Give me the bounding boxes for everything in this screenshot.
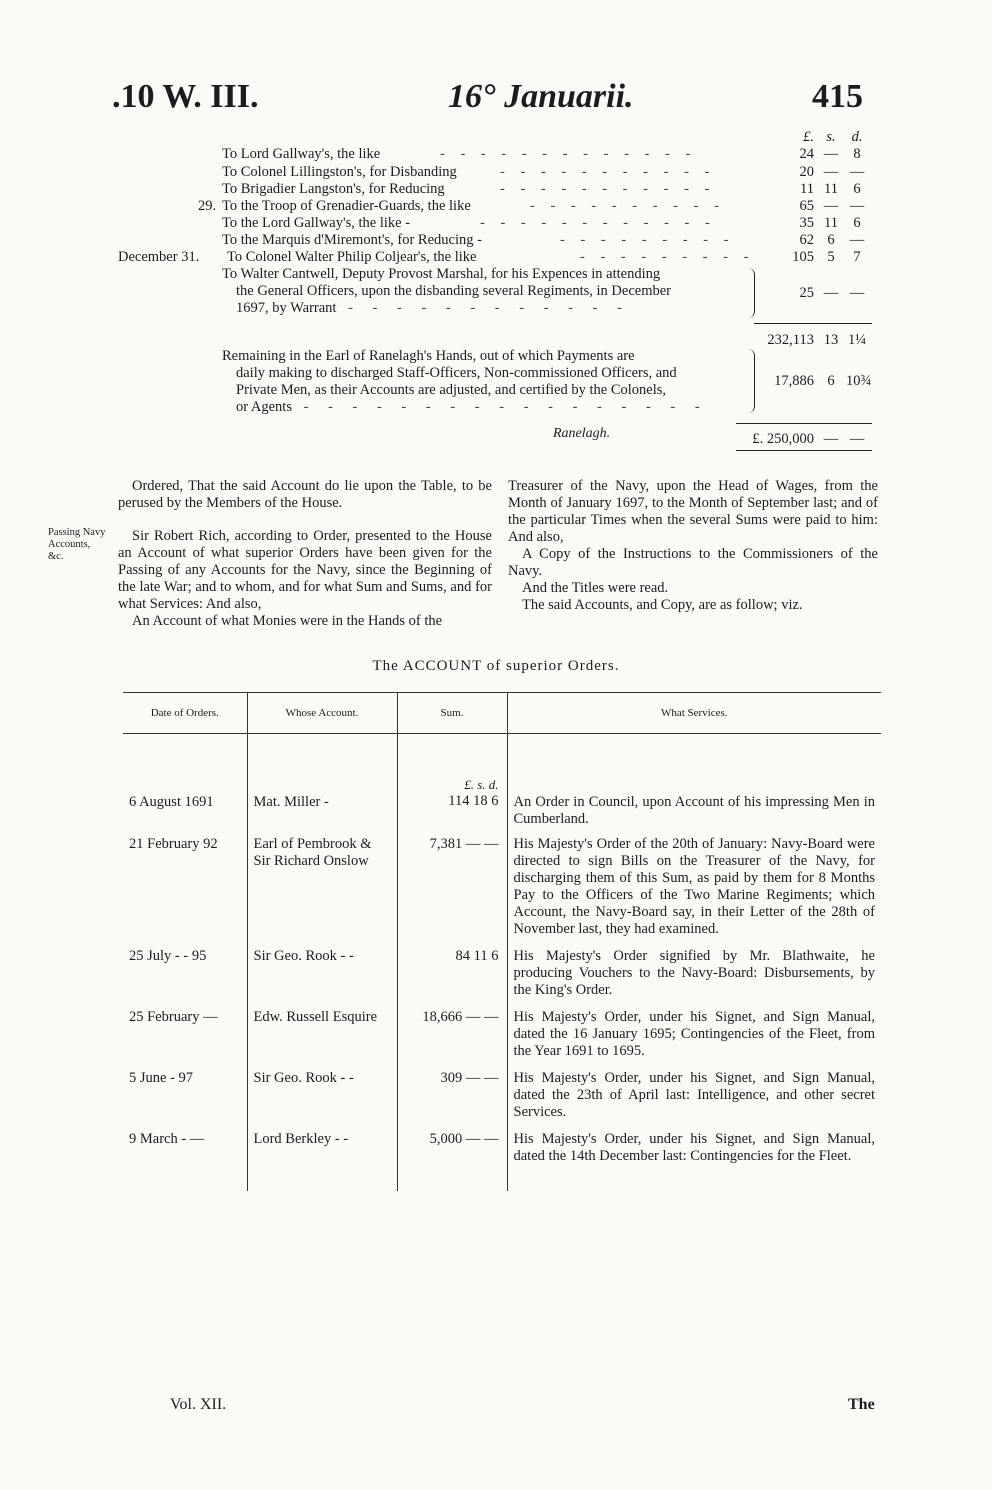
table-title: The ACCOUNT of superior Orders. <box>372 658 620 674</box>
entry-line: Remaining in the Earl of Ranelagh's Hands, out of which Payments are <box>222 348 635 364</box>
account-row: To the Lord Gallway's, the like - - - - - - - - - - - - - 35 11 6 <box>0 214 992 232</box>
account-row: December 31. To Colonel Walter Philip Coljear's, the like - - - - - - - - - 105 5 7 <box>0 248 992 266</box>
remaining-amount <box>0 372 992 390</box>
row-pence: 7 <box>853 249 861 265</box>
margin-note: Passing Navy Accounts, &c. <box>48 527 106 562</box>
remaining-shillings: 6 <box>827 373 835 389</box>
row-pounds: 24 <box>799 146 814 162</box>
row-pounds: 35 <box>799 215 814 231</box>
table-row <box>123 948 881 1009</box>
order-service: His Majesty's Order, under his Signet, and Sign Manual, dated the 23th of April last: Intelligence, and other secret Services. <box>507 1070 881 1131</box>
order-sum: 5,000 — — <box>397 1131 507 1191</box>
signature: Ranelagh. <box>553 426 611 441</box>
remaining-pounds: 17,886 <box>774 373 814 389</box>
account-row: To Colonel Lillingston's, for Disbanding - - - - - - - - - - - 20 — — <box>0 163 992 181</box>
order-whose: Edw. Russell Esquire <box>247 1009 397 1070</box>
order-service: His Majesty's Order, under his Signet, and Sign Manual, dated the 14th December last: Contingencies for the Fleet. <box>507 1131 881 1191</box>
order-date: 5 June - 97 <box>129 1070 194 1086</box>
row-pounds: 25 <box>799 285 814 301</box>
page-date-heading: 16° Januarii. <box>448 78 634 115</box>
header-date: Date of Orders. <box>123 693 247 734</box>
row-pence: 8 <box>853 146 861 162</box>
shillings-head: s. <box>826 129 836 145</box>
order-whose: Sir Geo. Rook - - <box>247 1070 397 1131</box>
subtotal-row <box>0 331 992 349</box>
total-pounds: £. 250,000 <box>752 431 814 447</box>
row-pounds: 20 <box>799 164 814 180</box>
left-paragraph: An Account of what Monies were in the Hands of the <box>132 613 443 629</box>
row-pence: — <box>849 198 865 214</box>
table-row <box>123 1009 881 1070</box>
account-row: To the Marquis d'Miremont's, for Reducing - - - - - - - - - - 62 6 — <box>0 231 992 249</box>
order-date: 9 March - — <box>129 1131 205 1147</box>
row-pounds: 65 <box>799 198 814 214</box>
order-date: 25 July - - 95 <box>129 948 207 964</box>
account-row: To Brigadier Langston's, for Reducing - - - - - - - - - - - 11 11 6 <box>0 180 992 198</box>
total-rule-bottom <box>736 450 872 451</box>
subtotal-pence: 1¼ <box>847 332 867 348</box>
page-number: 415 <box>812 78 863 115</box>
order-date: 25 February — <box>129 1009 218 1025</box>
total-rule-top <box>736 423 872 424</box>
row-pounds: 11 <box>800 181 814 197</box>
row-shillings: — <box>823 164 839 180</box>
right-paragraph: And the Titles were read. <box>522 580 669 596</box>
order-sum: 309 — — <box>397 1070 507 1131</box>
order-date: 21 February 92 <box>129 836 218 852</box>
account-row-text: To Colonel Lillingston's, for Disbanding <box>222 164 457 180</box>
row-shillings: 11 <box>824 181 838 197</box>
order-whose: Mat. Miller - <box>247 734 397 837</box>
row-shillings: — <box>823 198 839 214</box>
order-service: An Order in Council, upon Account of his impressing Men in Cumberland. <box>507 734 881 837</box>
order-service: His Majesty's Order signified by Mr. Blathwaite, he producing Vouchers to the Navy-Board: Disbursements, by the King's Order. <box>507 948 881 1009</box>
superior-orders-table <box>123 692 881 1191</box>
sum-units: £. s. d. <box>464 777 499 792</box>
row-pence: — <box>849 232 865 248</box>
order-sum: 18,666 — — <box>397 1009 507 1070</box>
order-service: His Majesty's Order, under his Signet, and Sign Manual, dated the 16 January 1695; Contingencies of the Fleet, from the Year 1691 to 1695. <box>507 1009 881 1070</box>
order-whose: Sir Geo. Rook - - <box>247 948 397 1009</box>
remaining-pence: 10¾ <box>846 373 872 389</box>
entry-line: the General Officers, upon the disbanding several Regiments, in December <box>236 283 671 299</box>
entry-line: or Agents - - - - - - - - - - - - - - - - - <box>236 399 708 415</box>
table-row <box>123 734 881 837</box>
row-pence: — <box>849 164 865 180</box>
left-paragraph: Ordered, That the said Account do lie upon the Table, to be perused by the Members of the House. <box>118 478 492 511</box>
pounds-head: £. <box>803 129 814 145</box>
order-date: 6 August 1691 <box>129 794 214 810</box>
account-row-text: To Colonel Walter Philip Coljear's, the like <box>227 249 477 265</box>
order-service: His Majesty's Order of the 20th of January: Navy-Board were directed to sign Bills on the Treasurer of the Navy, for discharging them of this Sum, as paid by them for 8 Months Pay to the Officers of the Two Marine Regiments; which Account, the Navy-Board say, in their Letter of the 28th of November last, they had examined. <box>507 836 881 948</box>
row-pounds: 62 <box>799 232 814 248</box>
left-paragraph: Sir Robert Rich, according to Order, presented to the House an Account of what superior Orders have been given for the Passing of any Accounts for the Navy, since the Beginning of the late War; and to whom, and for what Sum and Sums, and for what Services: And also, <box>118 528 492 612</box>
header-services: What Services. <box>507 693 881 734</box>
row-pence: 6 <box>853 181 861 197</box>
total-shillings: — <box>823 431 839 447</box>
right-paragraph: Treasurer of the Navy, upon the Head of Wages, from the Month of January 1697, to the Month of September last; and of the particular Times when the several Sums were paid to him: And also, <box>508 478 878 545</box>
right-paragraph: The said Accounts, and Copy, are as follow; viz. <box>522 597 803 613</box>
account-row-date: December 31. <box>118 249 200 265</box>
order-whose: Lord Berkley - - <box>247 1131 397 1191</box>
volume-footer: Vol. XII. <box>170 1396 227 1413</box>
account-row-text: To Brigadier Langston's, for Reducing <box>222 181 445 197</box>
table-header-row <box>123 693 881 734</box>
account-column-heads <box>0 128 992 146</box>
table-row <box>123 1131 881 1191</box>
subtotal-rule <box>754 323 872 324</box>
account-row: To Lord Gallway's, the like - - - - - - - - - - - - - 24 — 8 <box>0 145 992 163</box>
total-row <box>0 430 992 448</box>
entry-line: 1697, by Warrant - - - - - - - - - - - - <box>236 300 630 316</box>
account-row-text: To the Lord Gallway's, the like - <box>222 215 411 231</box>
account-row-text: To Lord Gallway's, the like <box>222 146 381 162</box>
catchword: The <box>848 1396 875 1413</box>
table-row <box>123 836 881 948</box>
header-sum: Sum. <box>397 693 507 734</box>
account-row-text: To the Marquis d'Miremont's, for Reducing - <box>222 232 482 248</box>
right-paragraph: A Copy of the Instructions to the Commissioners of the Navy. <box>508 546 878 579</box>
row-pounds: 105 <box>792 249 814 265</box>
row-shillings: 5 <box>827 249 835 265</box>
cantwell-amount <box>0 284 992 302</box>
pence-head: d. <box>851 129 863 145</box>
row-shillings: — <box>823 146 839 162</box>
row-shillings: 11 <box>824 215 838 231</box>
row-shillings: 6 <box>827 232 835 248</box>
order-sum: 7,381 — — <box>397 836 507 948</box>
order-sum <box>397 734 507 837</box>
table-row <box>123 1070 881 1131</box>
row-pence: — <box>849 285 865 301</box>
subtotal-shillings: 13 <box>823 332 839 348</box>
entry-line: Private Men, as their Accounts are adjusted, and certified by the Colonels, <box>236 382 667 398</box>
account-row-text: To the Troop of Grenadier-Guards, the like <box>222 198 471 214</box>
order-sum: 84 11 6 <box>397 948 507 1009</box>
subtotal-pounds: 232,113 <box>767 332 814 348</box>
account-row: 29. To the Troop of Grenadier-Guards, the like - - - - - - - - - - 65 — — <box>0 197 992 215</box>
volume-reference: .10 W. III. <box>112 78 259 115</box>
row-pence: 6 <box>853 215 861 231</box>
row-shillings: — <box>823 285 839 301</box>
sum-value: 114 18 6 <box>448 793 499 809</box>
header-whose: Whose Account. <box>247 693 397 734</box>
entry-line: To Walter Cantwell, Deputy Provost Marshal, for his Expences in attending <box>222 266 661 282</box>
total-pence: — <box>849 431 865 447</box>
right-column <box>508 478 878 614</box>
left-column <box>118 478 492 630</box>
account-row-date: 29. <box>198 198 217 214</box>
entry-line: daily making to discharged Staff-Officers, Non-commissioned Officers, and <box>236 365 677 381</box>
order-whose: Earl of Pembrook & Sir Richard Onslow <box>247 836 397 948</box>
